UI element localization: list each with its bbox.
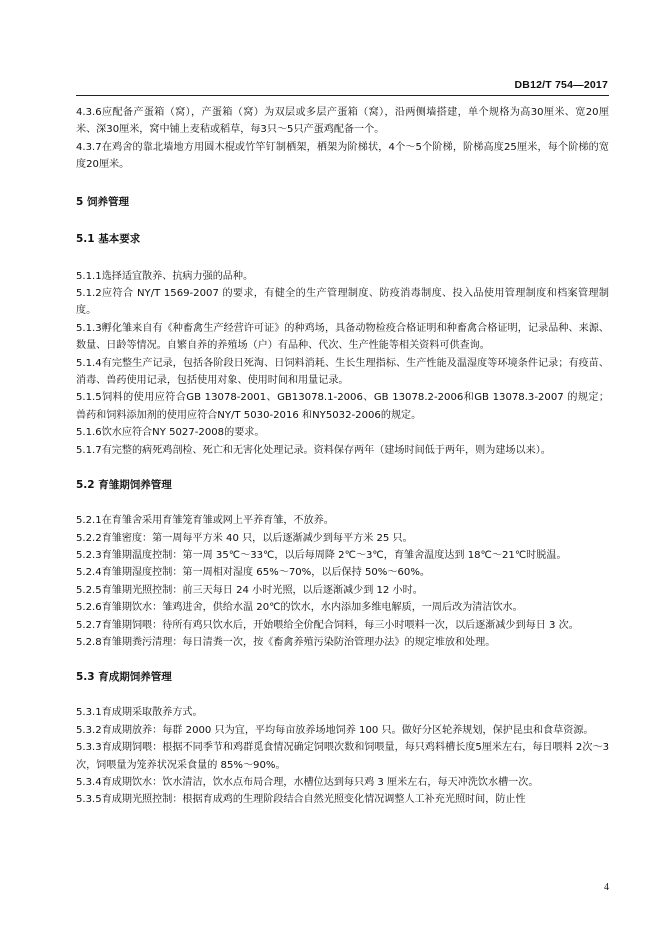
clause-5-1-7: 5.1.7有完整的病死鸡剖检、死亡和无害化处理记录。资料保存两年（建场时间低于两年，则为建场以来）。 <box>76 444 551 456</box>
clause-5-2-5: 5.2.5育雏期光照控制：前三天每日 24 小时光照，以后逐渐减少到 12 小时。 <box>76 584 423 596</box>
clause-5-3-3: 5.3.3育成期饲喂：根据不同季节和鸡群觅食情况确定饲喂次数和饲喂量，每只鸡料槽长度5厘米左右，每日喂料 2次～3次，饲喂量为笼养状况采食量的 85%～90%。 <box>76 742 609 771</box>
clause-5-1-1: 5.1.1选择适宜散养、抗病力强的品种。 <box>76 270 254 282</box>
clause-4-3-6: 4.3.6应配备产蛋箱（窝），产蛋箱（窝）为双层或多层产蛋箱（窝），沿两侧墙搭建，单个规格为高30厘米、宽20厘米、深30厘米，窝中铺上麦秸或稻草，每3只～5只产蛋鸡配备一个。 <box>76 107 609 136</box>
clause-5-2-2: 5.2.2育雏密度：第一周每平方米 40 只，以后逐渐减少到每平方米 25 只。 <box>76 532 413 544</box>
clause-5-1-6: 5.1.6饮水应符合NY 5027-2008的要求。 <box>76 427 265 439</box>
clause-5-2-6: 5.2.6育雏期饮水：雏鸡进舍，供给水温 20℃的饮水，水内添加多维电解质，一周后改为清洁饮水。 <box>76 602 523 614</box>
clause-5-2-3: 5.2.3育雏期温度控制：第一周 35℃～33℃，以后每周降 2℃～3℃，育雏舍温度达到 18℃～21℃时脱温。 <box>76 549 567 561</box>
clause-5-2-4: 5.2.4育雏期湿度控制：第一周相对湿度 65%～70%，以后保持 50%～60%。 <box>76 567 430 579</box>
section-5-2-title: 5.2 育雏期饲养管理 <box>76 479 172 492</box>
clause-5-2-8: 5.2.8育雏期粪污清理：每日清粪一次，按《畜禽养殖污染防治管理办法》的规定堆放和处理。 <box>76 636 496 648</box>
clause-5-3-2: 5.3.2育成期放养：每群 2000 只为宜，平均每亩放养场地饲养 100 只。做好分区轮养规划，保护昆虫和食草资源。 <box>76 724 594 736</box>
header-divider <box>76 95 609 96</box>
clause-5-2-7: 5.2.7育雏期饲喂：待所有鸡只饮水后，开始喂给全价配合饲料，每三小时喂料一次，以后逐渐减少到每日 3 次。 <box>76 619 579 631</box>
clause-5-3-1: 5.3.1育成期采取散养方式。 <box>76 707 203 719</box>
section-5-title: 5 饲养管理 <box>76 195 129 208</box>
clause-5-1-5: 5.1.5饲料的使用应符合GB 13078-2001、GB13078.1-2006、GB 13078.2-2006和GB 13078.3-2007 的规定；兽药和饲料添加剂的使用应符合NY/T 5030-2016 和NY5032-2006的规定。 <box>76 392 609 421</box>
document-body <box>76 104 609 809</box>
section-5-1-title: 5.1 基本要求 <box>76 232 141 245</box>
clause-5-3-5: 5.3.5育成期光照控制：根据育成鸡的生理阶段结合自然光照变化情况调整人工补充光照时间，防止性 <box>76 794 526 806</box>
clause-5-1-4: 5.1.4有完整生产记录，包括各阶段日死淘、日饲料消耗、生长生理指标、生产性能及温湿度等环境条件记录；有疫苗、消毒、兽药使用记录，包括使用对象、使用时间和用量记录。 <box>76 357 609 387</box>
clause-4-3-7: 4.3.7在鸡舍的靠北墙地方用圆木棍或竹竿钉制栖架，栖架为阶梯状，4个～5个阶梯，阶梯高度25厘米，每个阶梯的宽度20厘米。 <box>76 141 609 171</box>
section-5-3-title: 5.3 育成期饲养管理 <box>76 671 172 684</box>
clause-5-1-3: 5.1.3孵化雏来自有《种畜禽生产经营许可证》的种鸡场，具备动物检疫合格证明和种畜禽合格证明，记录品种、来源、数量、日龄等情况。自繁自养的养殖场（户）有品种、代次、生产性能等相关资料可供查询。 <box>76 322 609 352</box>
clause-5-3-4: 5.3.4育成期饮水：饮水清洁，饮水点布局合理，水槽位达到每只鸡 3 厘米左右，每天冲洗饮水槽一次。 <box>76 776 539 788</box>
clause-5-1-2: 5.1.2应符合 NY/T 1569-2007 的要求，有健全的生产管理制度、防疫消毒制度、投入品使用管理制度和档案管理制度。 <box>76 288 609 317</box>
page-number: 4 <box>604 882 609 893</box>
clause-5-2-1: 5.2.1在育雏舍采用育雏笼育雏或网上平养育雏，不放养。 <box>76 515 334 527</box>
document-id: DB12/T 754—2017 <box>514 79 608 91</box>
